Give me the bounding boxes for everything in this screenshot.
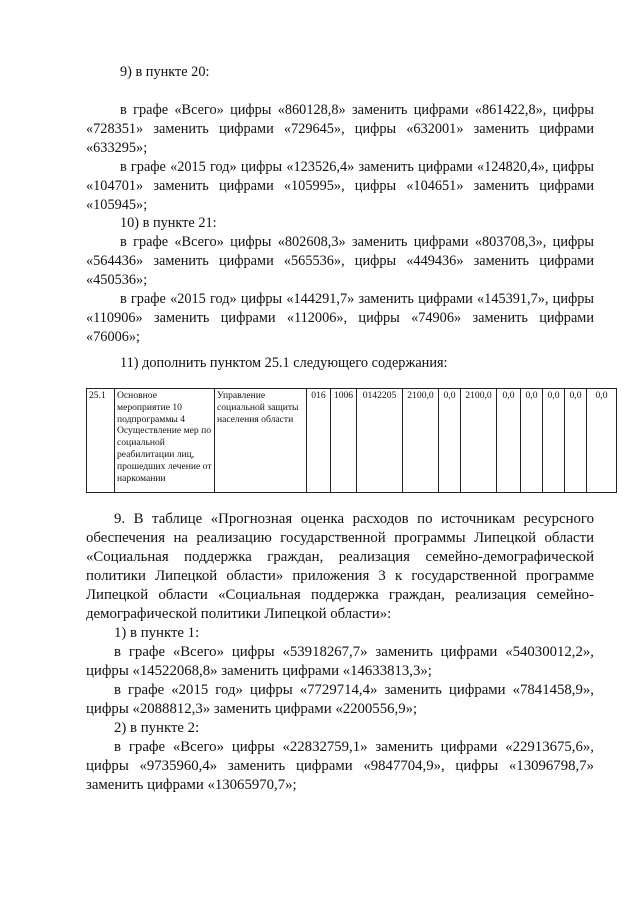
cell-value: 0,0 bbox=[439, 389, 461, 493]
cell-value: 0,0 bbox=[497, 389, 521, 493]
cell-value: 2100,0 bbox=[403, 389, 439, 493]
cell-number: 25.1 bbox=[87, 389, 115, 493]
item-10-block bbox=[86, 214, 594, 347]
cell-value: 0,0 bbox=[521, 389, 543, 493]
cell-value: 0,0 bbox=[543, 389, 565, 493]
table-row bbox=[87, 389, 617, 493]
section-9-item-2-total: в графе «Всего» цифры «22832759,1» заменить цифрами «22913675,6», цифры «9735960,4» заменить цифрами «9847704,9», цифры «13096798,7» заменить цифрами «13065970,7»; bbox=[86, 739, 594, 793]
cell-value: 1006 bbox=[331, 389, 357, 493]
item-10-heading: 10) в пункте 21: bbox=[120, 215, 217, 231]
cell-value: 0,0 bbox=[587, 389, 617, 493]
cell-executor: Управление социальной защиты населения области bbox=[215, 389, 307, 493]
section-9-item-2-heading: 2) в пункте 2: bbox=[114, 720, 200, 736]
cell-value: 0,0 bbox=[565, 389, 587, 493]
section-9-item-1-heading: 1) в пункте 1: bbox=[114, 625, 200, 641]
cell-value: 0142205 bbox=[357, 389, 403, 493]
item-9-block bbox=[86, 63, 594, 215]
cell-measure-name: Основное мероприятие 10 подпрограммы 4 Осуществление мер по социальной реабилитации лиц, прошедших лечение от наркомании bbox=[115, 389, 215, 493]
item-10-paragraph-total: в графе «Всего» цифры «802608,3» заменить цифрами «803708,3», цифры «564436» заменить цифрами «565536», цифры «449436» заменить цифрами «450536»; bbox=[86, 234, 594, 288]
section-9-item-1-total: в графе «Всего» цифры «53918267,7» заменить цифрами «54030012,2», цифры «14522068,8» заменить цифрами «14633813,3»; bbox=[86, 644, 594, 679]
section-9-intro: 9. В таблице «Прогнозная оценка расходов по источникам ресурсного обеспечения на реализацию государственной программы Липецкой области «Социальная поддержка граждан, реализация семейно-демографической политики Липецкой области» приложения 3 к государственной программе Липецкой области «Социальная поддержка граждан, реализация семейно-демографической политики Липецкой области»: bbox=[86, 511, 594, 622]
item-11-block bbox=[86, 354, 594, 373]
item-9-paragraph-total: в графе «Всего» цифры «860128,8» заменить цифрами «861422,8», цифры «728351» заменить цифрами «729645», цифры «632001» заменить цифрами «633295»; bbox=[86, 102, 594, 156]
item-9-paragraph-2015: в графе «2015 год» цифры «123526,4» заменить цифрами «124820,4», цифры «104701» заменить цифрами «105995», цифры «104651» заменить цифрами «105945»; bbox=[86, 159, 594, 213]
item-11-heading: 11) дополнить пунктом 25.1 следующего содержания: bbox=[120, 355, 448, 371]
cell-value: 2100,0 bbox=[461, 389, 497, 493]
section-9-item-1-2015: в графе «2015 год» цифры «7729714,4» заменить цифрами «7841458,9», цифры «2088812,3» заменить цифрами «2200556,9»; bbox=[86, 682, 594, 717]
item-9-heading: 9) в пункте 20: bbox=[120, 64, 210, 80]
section-9-block bbox=[86, 510, 594, 795]
cell-value: 016 bbox=[307, 389, 331, 493]
item-10-paragraph-2015: в графе «2015 год» цифры «144291,7» заменить цифрами «145391,7», цифры «110906» заменить цифрами «112006», цифры «74906» заменить цифрами «76006»; bbox=[86, 291, 594, 345]
table-25-1 bbox=[86, 388, 617, 493]
